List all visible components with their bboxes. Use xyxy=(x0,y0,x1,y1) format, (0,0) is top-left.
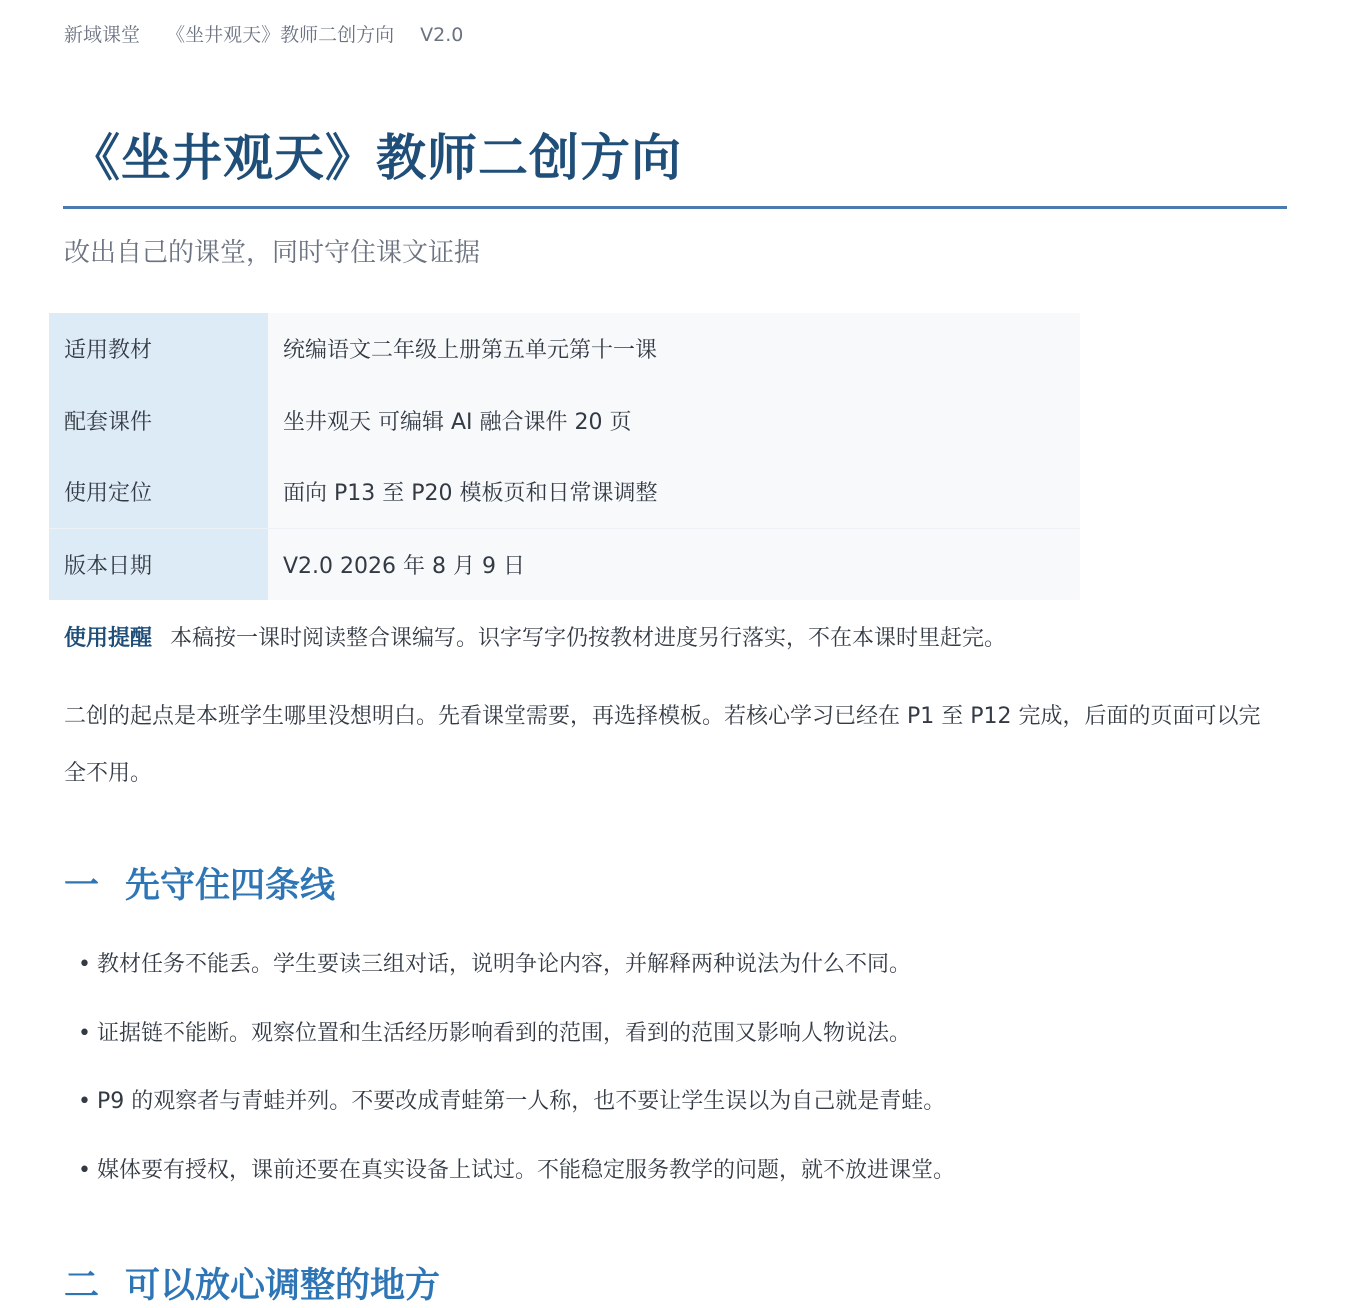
guideline-list xyxy=(78,940,955,1214)
table-row xyxy=(49,313,1080,385)
bullet-icon: • xyxy=(78,952,91,977)
meta-value: V2.0 2026 年 8 月 9 日 xyxy=(268,528,1080,600)
list-item xyxy=(78,1077,955,1146)
reminder-text: 本稿按一课时阅读整合课编写。识字写字仍按教材进度另行落实，不在本课时里赶完。 xyxy=(170,626,1007,651)
section-heading-1 xyxy=(64,858,335,908)
page-title: 《坐井观天》教师二创方向 xyxy=(70,129,682,187)
title-divider xyxy=(63,206,1287,209)
bullet-icon: • xyxy=(78,1020,91,1046)
header-brand: 新域课堂 xyxy=(64,24,141,46)
table-row xyxy=(49,528,1080,600)
header-version: V2.0 xyxy=(420,24,464,46)
list-item xyxy=(78,1009,955,1078)
meta-value: 坐井观天 可编辑 AI 融合课件 20 页 xyxy=(268,385,1080,457)
header-doc-name: 《坐井观天》教师二创方向 xyxy=(166,24,395,46)
usage-reminder xyxy=(64,621,1006,652)
meta-key: 版本日期 xyxy=(49,528,268,600)
reminder-label: 使用提醒 xyxy=(64,626,153,651)
list-item xyxy=(78,1146,955,1215)
table-row xyxy=(49,385,1080,457)
meta-key: 使用定位 xyxy=(49,456,268,528)
intro-paragraph: 二创的起点是本班学生哪里没想明白。先看课堂需要，再选择模板。若核心学习已经在 P1 至 P12 完成，后面的页面可以完全不用。 xyxy=(64,704,1261,786)
section-number: 一 xyxy=(64,866,100,906)
page-subtitle: 改出自己的课堂，同时守住课文证据 xyxy=(64,238,481,268)
bullet-icon: • xyxy=(78,1157,91,1183)
running-header xyxy=(64,20,483,47)
section-title: 先守住四条线 xyxy=(125,866,336,906)
meta-value: 面向 P13 至 P20 模板页和日常课调整 xyxy=(268,456,1080,528)
meta-key: 配套课件 xyxy=(49,385,268,457)
section-heading-2 xyxy=(64,1258,440,1308)
table-row xyxy=(49,456,1080,528)
meta-key: 适用教材 xyxy=(49,313,268,385)
list-item xyxy=(78,940,955,1009)
meta-value: 统编语文二年级上册第五单元第十一课 xyxy=(268,313,1080,385)
section-number: 二 xyxy=(64,1266,100,1306)
list-item-text: 证据链不能断。观察位置和生活经历影响看到的范围，看到的范围又影响人物说法。 xyxy=(96,1020,911,1046)
list-item-text: 媒体要有授权，课前还要在真实设备上试过。不能稳定服务教学的问题，就不放进课堂。 xyxy=(96,1157,955,1183)
metadata-table xyxy=(49,313,1080,600)
list-item-text: 教材任务不能丢。学生要读三组对话，说明争论内容，并解释两种说法为什么不同。 xyxy=(96,952,911,977)
section-title: 可以放心调整的地方 xyxy=(125,1266,441,1306)
list-item-text: P9 的观察者与青蛙并列。不要改成青蛙第一人称，也不要让学生误以为自己就是青蛙。 xyxy=(96,1089,946,1114)
bullet-icon: • xyxy=(78,1089,91,1114)
